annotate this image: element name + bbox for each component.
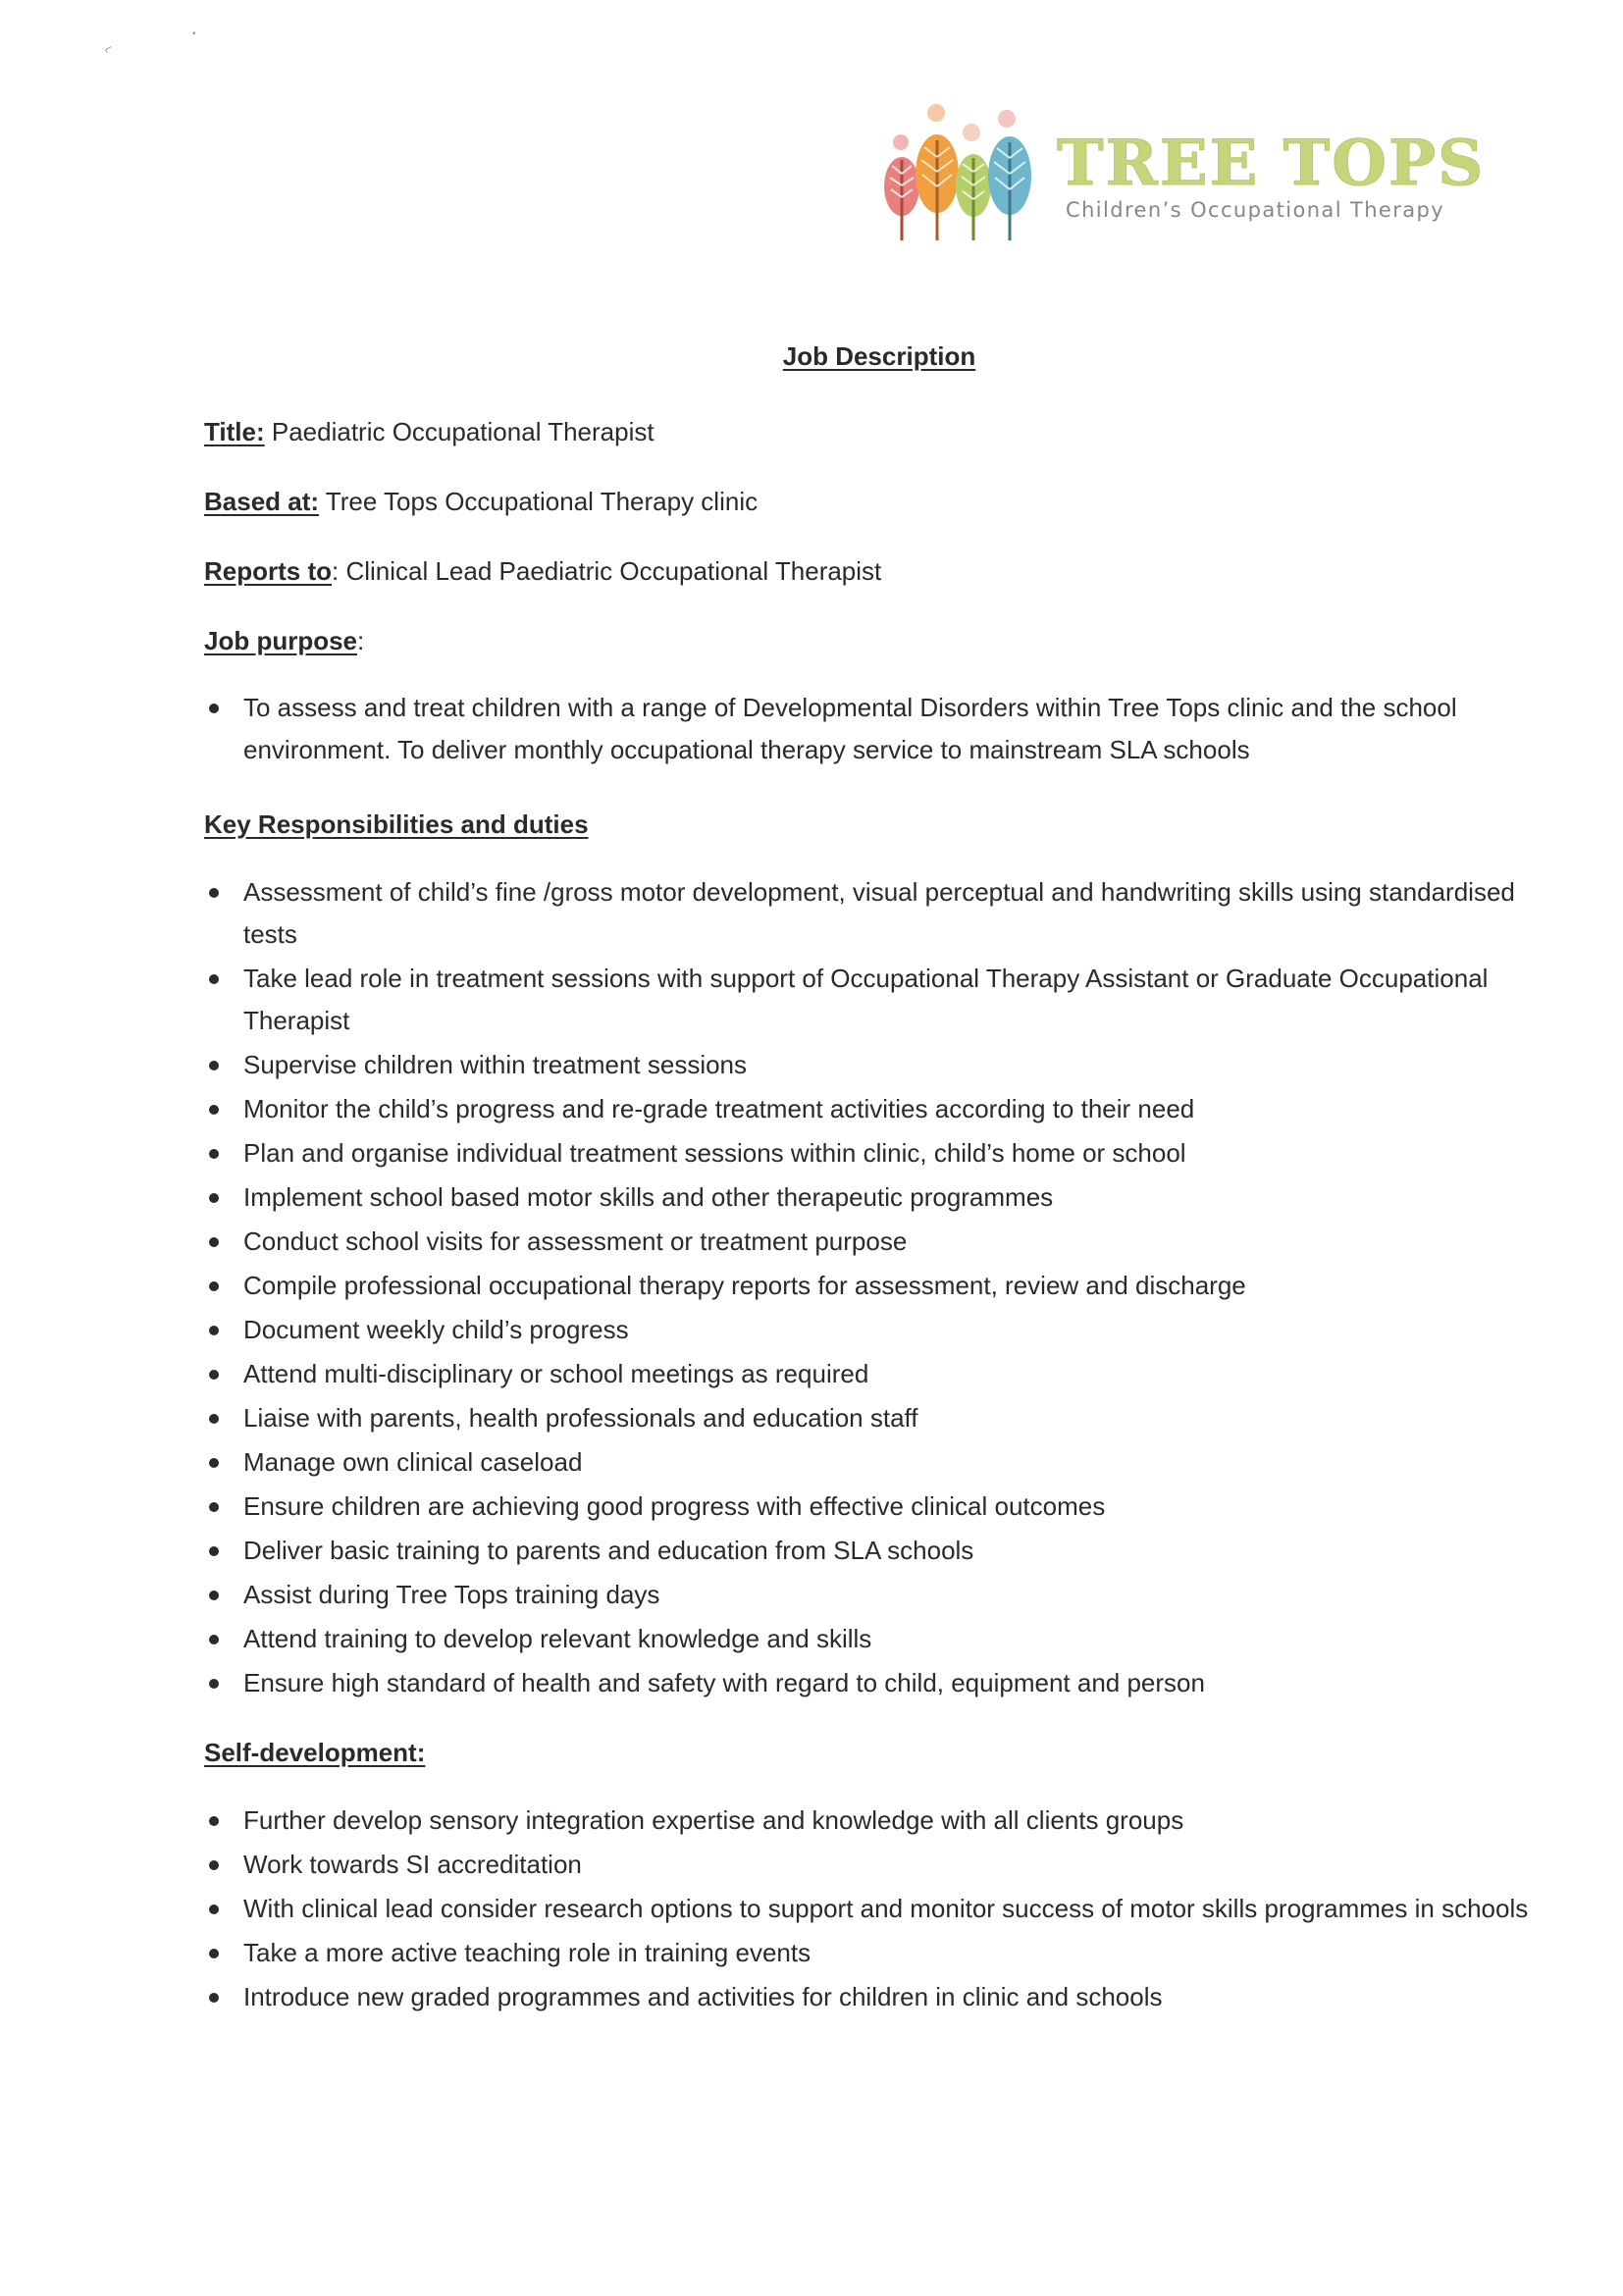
scan-speck: ▪ bbox=[192, 28, 196, 39]
key-responsibilities-list bbox=[204, 871, 1558, 1706]
list-item: With clinical lead consider research options to support and monitor success of motor skills programmes in schools bbox=[204, 1888, 1558, 1930]
title-field bbox=[204, 414, 654, 449]
reports-to-label: Reports to bbox=[204, 556, 332, 586]
based-at-label: Based at: bbox=[204, 487, 320, 516]
red-tree-icon bbox=[884, 157, 919, 240]
document-title: Job Description bbox=[782, 341, 976, 371]
list-item: Ensure children are achieving good progress with effective clinical outcomes bbox=[204, 1486, 1558, 1528]
list-item: Take lead role in treatment sessions with support of Occupational Therapy Assistant or Graduate Occupational Therapist bbox=[204, 958, 1558, 1042]
list-item: Liaise with parents, health professionals and education staff bbox=[204, 1397, 1558, 1439]
list-item: Document weekly child’s progress bbox=[204, 1309, 1558, 1351]
list-item: Deliver basic training to parents and education from SLA schools bbox=[204, 1530, 1558, 1572]
job-purpose-field bbox=[204, 623, 364, 658]
based-at-value: Tree Tops Occupational Therapy clinic bbox=[319, 487, 759, 516]
list-item: Introduce new graded programmes and activities for children in clinic and schools bbox=[204, 1976, 1558, 2018]
list-item: Plan and organise individual treatment sessions within clinic, child’s home or school bbox=[204, 1132, 1558, 1174]
list-item: Compile professional occupational therapy reports for assessment, review and discharge bbox=[204, 1265, 1558, 1307]
job-purpose-list bbox=[204, 687, 1558, 773]
job-purpose-label: Job purpose bbox=[204, 626, 358, 655]
list-item: Monitor the child’s progress and re-grade treatment activities according to their need bbox=[204, 1088, 1558, 1130]
list-item: Attend training to develop relevant knowledge and skills bbox=[204, 1618, 1558, 1660]
list-item: Ensure high standard of health and safety with regard to child, equipment and person bbox=[204, 1662, 1558, 1704]
self-development-list bbox=[204, 1800, 1558, 2020]
tree-tops-logo bbox=[875, 103, 1513, 250]
self-development-heading: Self-development: bbox=[204, 1738, 426, 1767]
key-responsibilities-heading: Key Responsibilities and duties bbox=[204, 809, 589, 839]
list-item: Work towards SI accreditation bbox=[204, 1844, 1558, 1886]
trees-logo-icon bbox=[875, 103, 1052, 250]
list-item: Supervise children within treatment sessions bbox=[204, 1044, 1558, 1086]
job-purpose-colon: : bbox=[357, 626, 365, 655]
list-item: Manage own clinical caseload bbox=[204, 1441, 1558, 1484]
orange-tree-icon bbox=[916, 134, 959, 240]
list-item: Implement school based motor skills and other therapeutic programmes bbox=[204, 1176, 1558, 1219]
list-item: Further develop sensory integration expertise and knowledge with all clients groups bbox=[204, 1800, 1558, 1842]
reports-to-field bbox=[204, 553, 881, 589]
scan-speck: ⌐ bbox=[100, 39, 116, 57]
based-at-field bbox=[204, 484, 758, 519]
list-item: To assess and treat children with a range of Developmental Disorders within Tree Tops clinic and the school environment. To deliver monthly occupational therapy service to mainstream SLA schools bbox=[204, 687, 1558, 771]
blue-tree-icon bbox=[988, 136, 1031, 240]
logo-tagline: Children’s Occupational Therapy bbox=[1066, 198, 1445, 222]
green-tree-icon bbox=[956, 154, 991, 240]
list-item: Assist during Tree Tops training days bbox=[204, 1574, 1558, 1616]
title-value: Paediatric Occupational Therapist bbox=[264, 417, 654, 446]
list-item: Attend multi-disciplinary or school meetings as required bbox=[204, 1353, 1558, 1395]
list-item: Conduct school visits for assessment or treatment purpose bbox=[204, 1221, 1558, 1263]
list-item: Take a more active teaching role in training events bbox=[204, 1932, 1558, 1974]
reports-to-value: : Clinical Lead Paediatric Occupational Therapist bbox=[332, 556, 882, 586]
logo-brand-name: TREE TOPS bbox=[1057, 127, 1486, 200]
list-item: Assessment of child’s fine /gross motor development, visual perceptual and handwriting skills using standardised tests bbox=[204, 871, 1558, 956]
title-label: Title: bbox=[204, 417, 265, 446]
